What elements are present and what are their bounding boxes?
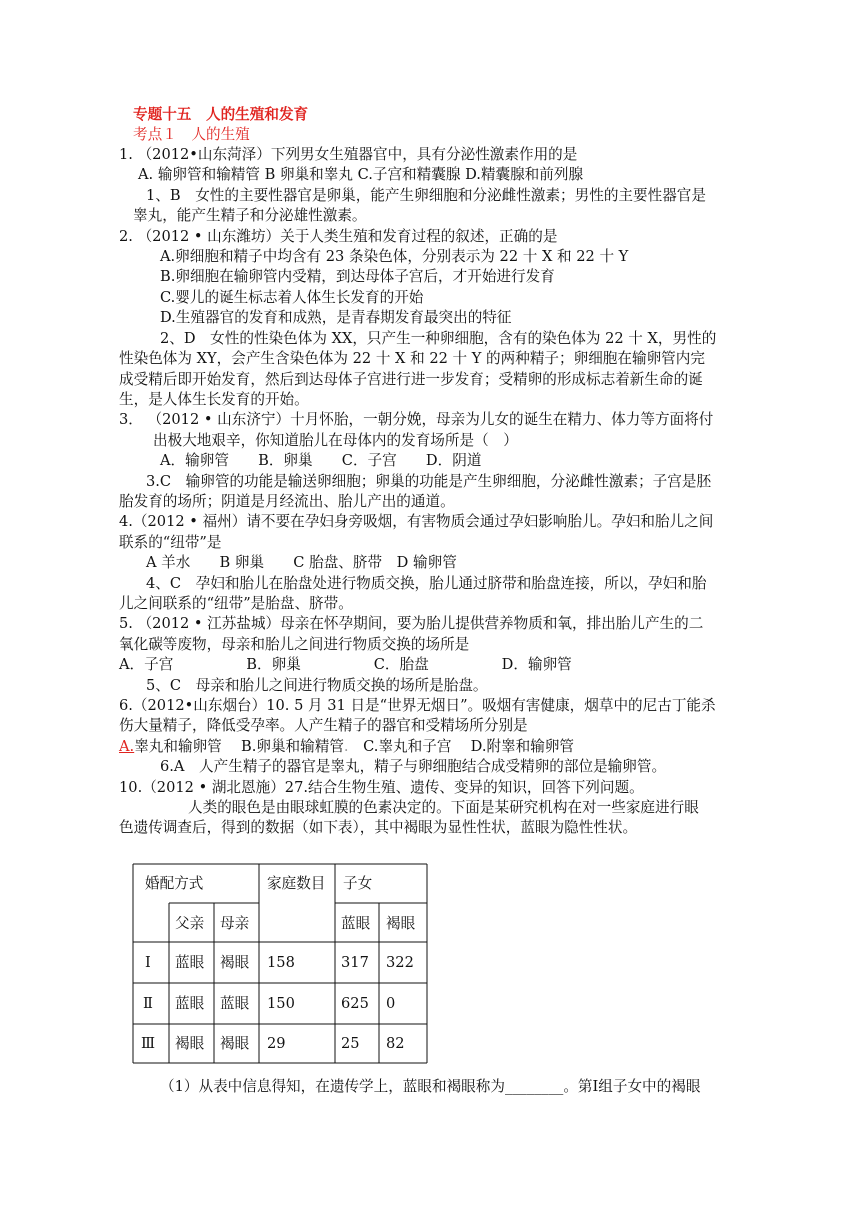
question-6-options-part-1: 睾丸和输卵管 B.卵巢和输精管: [134, 738, 344, 755]
row-1-blue: 317: [341, 954, 369, 971]
answer-2-cont-2: 成受精后即开始发育，然后到达母体子宫进行进一步发育；受精卵的形成标志着新生命的诞: [119, 371, 703, 388]
header-families: 家庭数目: [267, 875, 326, 892]
question-2-option-a: A.卵细胞和精子中均含有 23 条染色体，分别表示为 22 十 X 和 22 十 Y: [160, 248, 629, 265]
answer-2: 2、D 女性的性染色体为 XX，只产生一种卵细胞，含有的染色体为 22 十 X，男性的: [160, 330, 717, 347]
row-2-families: 150: [267, 995, 295, 1012]
row-2-id: Ⅱ: [143, 995, 153, 1012]
header-brown-eye: 褐眼: [386, 915, 416, 932]
question-10-intro: 人类的眼色是由眼球虹膜的色素决定的。下面是某研究机构在对一些家庭进行眼: [188, 799, 699, 816]
question-4: 4.（2012 • 福州）请不要在孕妇身旁吸烟，有害物质会通过孕妇影响胎儿。孕妇和胎儿之间: [119, 513, 714, 530]
row-2-father: 蓝眼: [175, 995, 205, 1012]
header-father: 父亲: [175, 915, 205, 932]
answer-4: 4、C 孕妇和胎儿在胎盘处进行物质交换，胎儿通过脐带和胎盘连接，所以，孕妇和胎: [146, 575, 707, 592]
page-title: 专题十五 人的生殖和发育: [133, 106, 309, 123]
answer-2-cont-1: 性染色体为 XY，会产生含染色体为 22 十 X 和 22 十 Y 的两种精子；卵细胞在输卵管内完: [119, 350, 705, 367]
question-5: 5. （2012 • 江苏盐城）母亲在怀孕期间，要为胎儿提供营养物质和氧，排出胎儿产生的二: [119, 615, 704, 632]
row-3-families: 29: [267, 1035, 286, 1052]
section-heading: 考点１ 人的生殖: [133, 126, 250, 143]
header-blue-eye: 蓝眼: [341, 915, 371, 932]
header-mother: 母亲: [220, 915, 250, 932]
row-1-brown: 322: [386, 954, 414, 971]
question-2-option-b: B.卵细胞在输卵管内受精，到达母体子宫后，才开始进行发育: [160, 268, 555, 285]
header-mating: 婚配方式: [145, 875, 204, 892]
stray-mark: .: [343, 738, 349, 755]
question-3-options: A．输卵管 B．卵巢 C．子宫 D．阴道: [160, 452, 482, 469]
question-2-option-d: D.生殖器官的发育和成熟，是青春期发育最突出的特征: [160, 309, 512, 326]
question-6-options: [119, 737, 574, 757]
row-3-blue: 25: [341, 1035, 360, 1052]
row-1-father: 蓝眼: [175, 954, 205, 971]
question-4-options: A 羊水 B 卵巢 C 胎盘、脐带 D 输卵管: [146, 554, 457, 571]
row-3-id: Ⅲ: [141, 1035, 156, 1052]
answer-3: 3.C 输卵管的功能是输送卵细胞；卵巢的功能是产生卵细胞，分泌雌性激素；子宫是胚: [146, 473, 712, 490]
question-1: 1. （2012•山东菏泽）下列男女生殖器官中，具有分泌性激素作用的是: [119, 146, 578, 163]
row-1-mother: 褐眼: [220, 954, 250, 971]
header-children: 子女: [343, 875, 373, 892]
row-3-father: 褐眼: [175, 1035, 205, 1052]
eye-color-table: [131, 861, 429, 1066]
question-5-options: A．子宫 B．卵巢 C．胎盘 D．输卵管: [119, 656, 572, 673]
answer-5: 5、C 母亲和胎儿之间进行物质交换的场所是胎盘。: [146, 677, 488, 694]
question-2-option-c: C.婴儿的诞生标志着人体生长发育的开始: [160, 289, 424, 306]
question-3: 3． （2012 • 山东济宁）十月怀胎，一朝分娩，母亲为儿女的诞生在精力、体力等方面将付: [119, 411, 714, 428]
answer-1-cont: 睾丸，能产生精子和分泌雄性激素。: [133, 207, 367, 224]
answer-4-cont: 儿之间联系的“纽带”是胎盘、脐带。: [119, 595, 353, 612]
row-2-blue: 625: [341, 995, 369, 1012]
question-6-cont: 伤大量精子，降低受孕率。人产生精子的器官和受精场所分别是: [119, 717, 528, 734]
sub-question-1: （1）从表中信息得知，在遗传学上，蓝眼和褐眼称为________。第Ⅰ组子女中的褐眼: [160, 1078, 701, 1095]
row-3-mother: 褐眼: [220, 1035, 250, 1052]
question-6-options-part-2: C.睾丸和子宫 D.附睾和输卵管: [348, 738, 575, 755]
row-1-families: 158: [267, 954, 295, 971]
row-1-id: Ⅰ: [145, 954, 151, 971]
question-4-cont: 联系的“纽带”是: [119, 534, 222, 551]
answer-6: 6.A 人产生精子的器官是睾丸，精子与卵细胞结合成受精卵的部位是输卵管。: [160, 758, 667, 775]
answer-2-cont-3: 生，是人体生长发育的开始。: [119, 391, 309, 408]
question-6: 6.（2012•山东烟台）10. 5 月 31 日是“世界无烟日”。吸烟有害健康，烟草中的尼古丁能杀: [119, 697, 716, 714]
answer-1: 1、B 女性的主要性器官是卵巢，能产生卵细胞和分泌雌性激素；男性的主要性器官是: [146, 187, 706, 204]
answer-3-cont: 胎发育的场所；阴道是月经流出、胎儿产出的通道。: [119, 493, 455, 510]
row-3-brown: 82: [386, 1035, 405, 1052]
question-3-cont: 出极大地艰辛，你知道胎儿在母体内的发育场所是（ ）: [153, 432, 518, 449]
question-10: 10.（2012 • 湖北恩施）27.结合生物生殖、遗传、变异的知识，回答下列问题。: [119, 779, 644, 796]
question-2: 2. （2012 • 山东潍坊）关于人类生殖和发育过程的叙述，正确的是: [119, 228, 558, 245]
highlighted-option-a: A.: [119, 738, 135, 755]
row-2-mother: 蓝眼: [220, 995, 250, 1012]
question-5-cont: 氧化碳等废物，母亲和胎儿之间进行物质交换的场所是: [119, 636, 470, 653]
row-2-brown: 0: [386, 995, 396, 1012]
question-10-intro-cont: 色遗传调查后，得到的数据（如下表），其中褐眼为显性性状，蓝眼为隐性性状。: [119, 819, 638, 836]
question-1-options: A. 输卵管和输精管 B 卵巢和睾丸 C.子宫和精囊腺 D.精囊腺和前列腺: [138, 166, 584, 183]
